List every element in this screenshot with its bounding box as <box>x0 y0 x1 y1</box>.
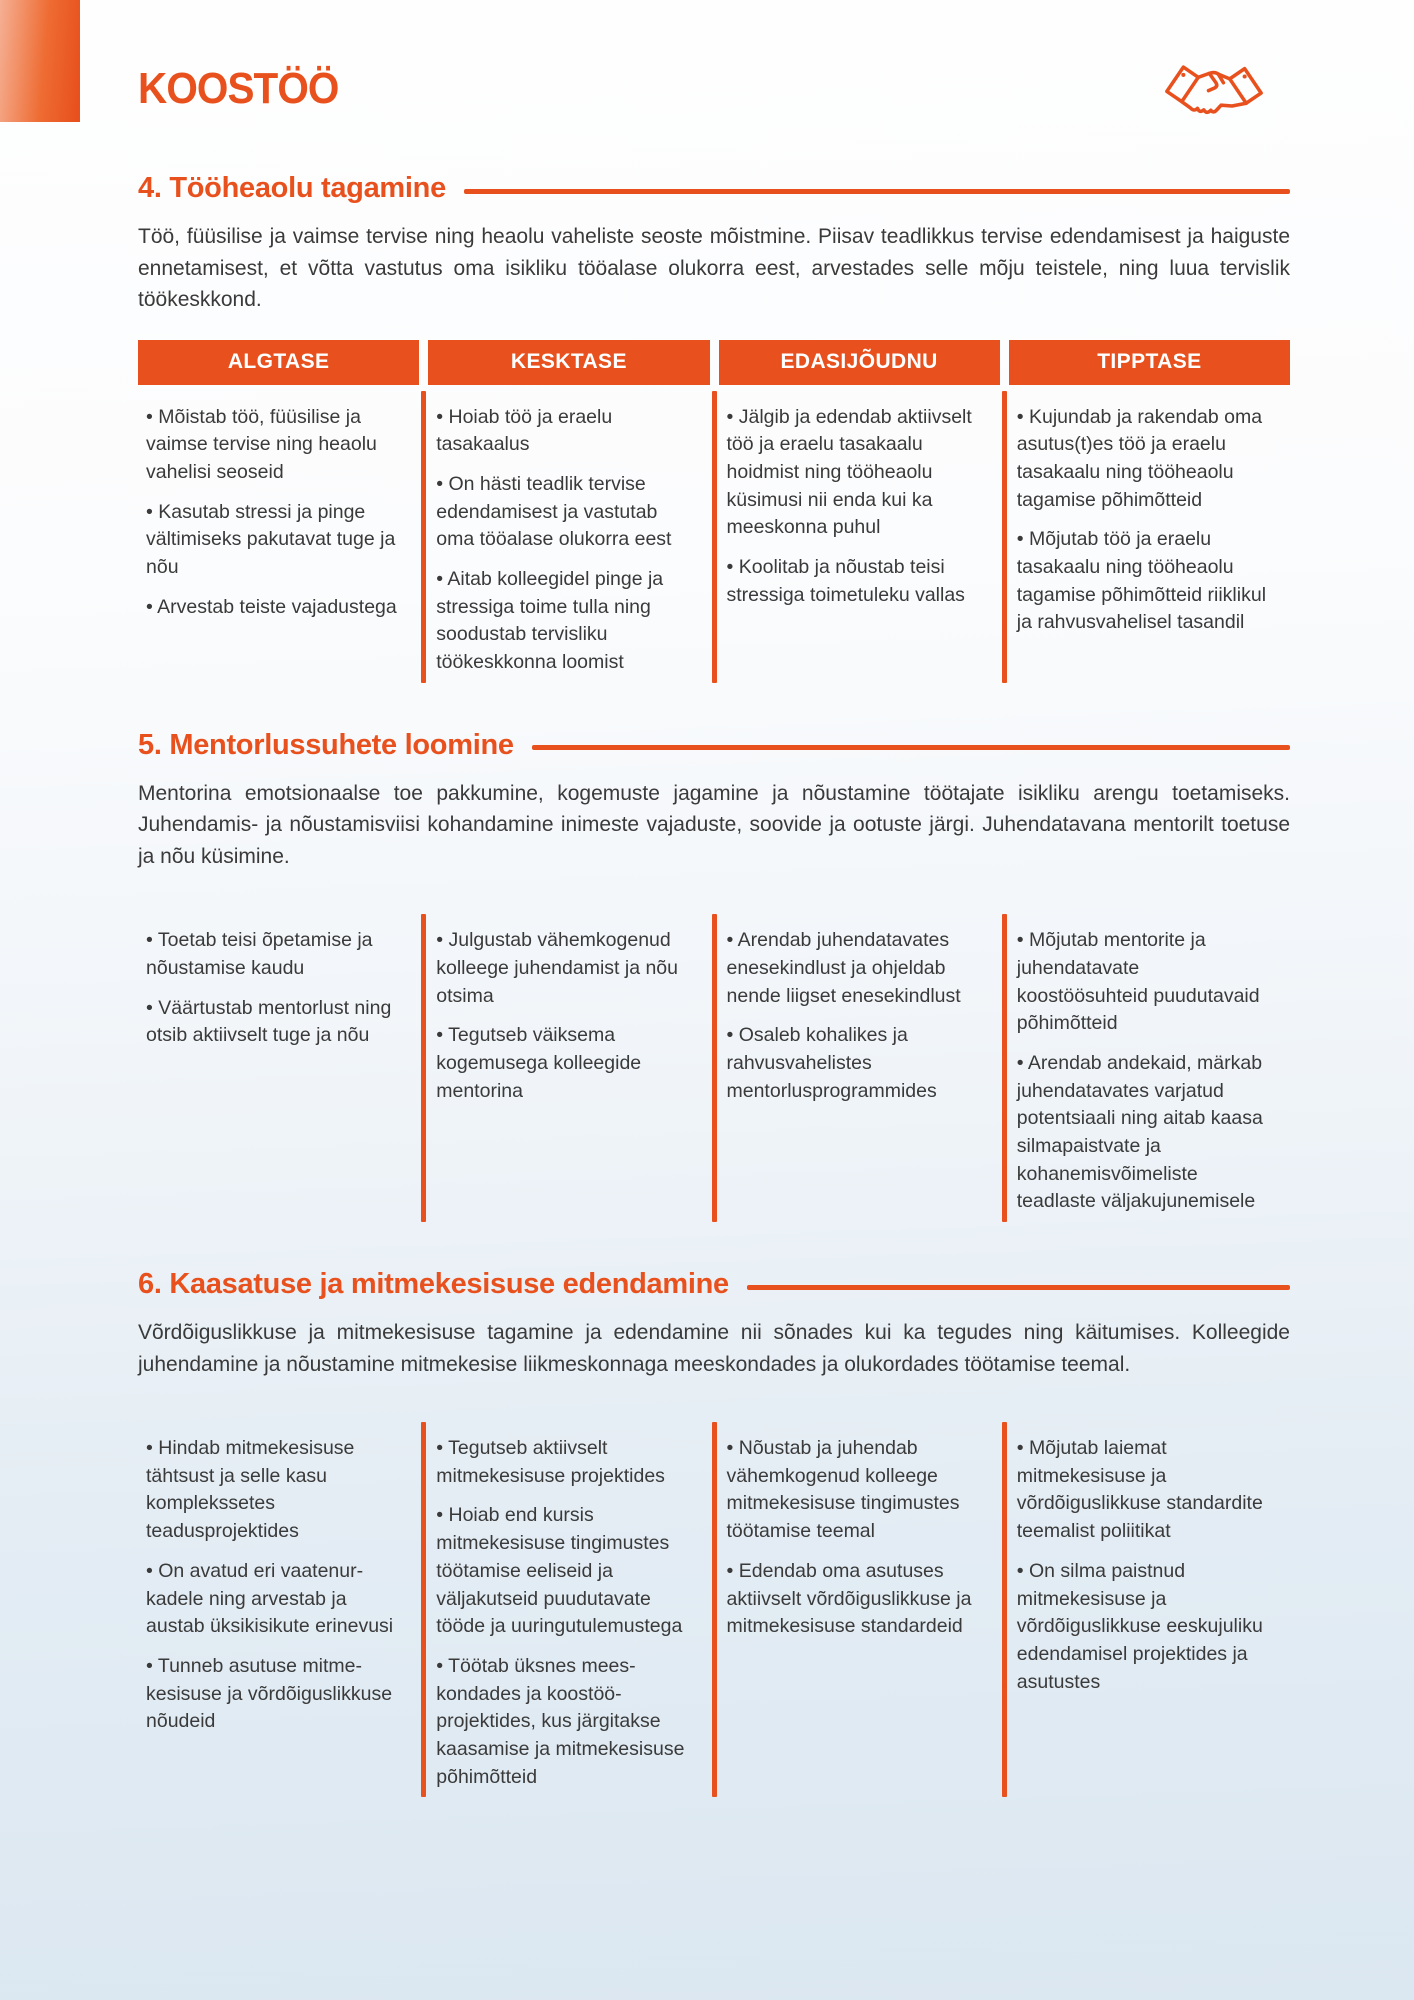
competency-item: • Töötab üksnes meeskondades ja koostööprojektides, kus järgitakse kaasamise ja mitmekesisuse põhimõtteid <box>436 1654 685 1788</box>
level-column <box>428 1422 709 1797</box>
competency-item: • Mõjutab mentorite ja juhendatavate koostöösuhteid puudutavaid põhimõtteid <box>1016 929 1260 1035</box>
competency-item: • Väärtustab mentorlust ning otsib aktiivselt tuge ja nõu <box>146 996 392 1047</box>
section <box>138 172 1290 683</box>
column-separator <box>421 1422 426 1797</box>
section-title-rule <box>532 745 1290 750</box>
competency-item: • Kujundab ja rakendab oma asutus(t)es töö ja eraelu tasakaalu ning tööheaolu tagamise põhimõtteid <box>1016 405 1263 511</box>
competency-item: • Tegutseb aktiivselt mitmekesisuse projektides <box>436 1437 665 1487</box>
level-column <box>138 1422 419 1797</box>
competency-item: • Toetab teisi õpetamise ja nõustamise kaudu <box>146 929 373 979</box>
column-separator <box>1002 1422 1007 1797</box>
level-header-cell: EDASIJÕUDNU <box>719 340 1000 385</box>
level-column <box>1009 1422 1290 1797</box>
section-title: 5. Mentorlussuhete loomine <box>138 728 514 761</box>
competency-item: • Tunneb asutuse mitmekesisuse ja võrdõiguslikkuse nõudeid <box>146 1654 393 1733</box>
competency-item: • Aitab kolleegidel pinge ja stressiga toime tulla ning soodustab tervisliku töökeskkonna loomist <box>436 567 664 673</box>
competency-item: • Nõustab ja juhendab vähemkogenud kolleege mitmekesisuse tingimustes töötamise teemal <box>726 1437 960 1543</box>
competency-item: • Julgustab vähemkogenud kolleege juhendamist ja nõu otsima <box>436 929 679 1007</box>
section <box>138 729 1290 1222</box>
level-header-cell: TIPPTASE <box>1009 340 1290 385</box>
level-column <box>719 391 1000 683</box>
page-title: KOOSTÖÖ <box>138 64 339 113</box>
level-column <box>1009 391 1290 683</box>
section-intro: Töö, füüsilise ja vaimse tervise ning heaolu vaheliste seoste mõistmine. Piisav teadlikkus tervise edendamisest ja haiguste ennetamisest, et võtta vastutus oma isikliku tööalase olukorra eest, arvestades selle mõju teistele, ning luua tervislik töökeskkond. <box>138 225 1290 311</box>
column-separator <box>712 1422 717 1797</box>
competency-item: • Koolitab ja nõustab teisi stressiga toimetuleku vallas <box>726 555 965 606</box>
level-columns <box>138 1422 1290 1797</box>
competency-item: • Mõistab töö, füüsilise ja vaimse tervise ning heaolu vahelisi seoseid <box>146 405 377 483</box>
competency-item: • Kasutab stressi ja pinge vältimiseks pakutavat tuge ja nõu <box>146 500 396 578</box>
level-header-row <box>138 340 1290 385</box>
level-header-cell: KESKTASE <box>428 340 709 385</box>
level-columns <box>138 391 1290 683</box>
section-head <box>138 172 1290 205</box>
competency-item: • On avatud eri vaatenurkadele ning arvestab ja austab üksikisikute erinevusi <box>146 1559 394 1638</box>
page-header <box>138 58 1290 126</box>
column-separator <box>712 914 717 1222</box>
competency-item: • Hindab mitmekesisuse tähtsust ja selle kasu komplekssetes teadusprojektides <box>146 1437 355 1543</box>
section-title: 6. Kaasatuse ja mitmekesisuse edendamine <box>138 1268 729 1301</box>
level-column <box>138 914 419 1222</box>
column-separator <box>1002 914 1007 1222</box>
competency-item: • Mõjutab laiemat mitmekesisuse ja võrdõiguslikkuse standardite teemalist poliitikat <box>1016 1437 1263 1543</box>
competency-item: • On hästi teadlik tervise edendamisest ja vastutab oma tööalase olukorra eest <box>436 472 672 551</box>
competency-item: • Hoiab töö ja eraelu tasakaalus <box>436 405 613 456</box>
section-title-rule <box>464 189 1290 194</box>
level-column <box>428 391 709 683</box>
competency-item: • Tegutseb väiksema kogemusega kolleegide mentorina <box>436 1024 642 1102</box>
column-separator <box>712 391 717 683</box>
section-intro: Võrdõiguslikkuse ja mitmekesisuse tagamine ja edendamine nii sõnades kui ka tegudes ning käitumises. Kolleegide juhendamine ja nõustamine mitmekesise liikmeskonnaga meeskondades ja olukordades töötamise teemal. <box>138 1321 1290 1376</box>
competency-item: • Jälgib ja edendab aktiivselt töö ja eraelu tasakaalu hoidmist ning tööheaolu küsimusi nii enda kui ka meeskonna puhul <box>726 405 972 539</box>
section-head <box>138 729 1290 762</box>
level-column <box>1009 914 1290 1222</box>
level-column <box>719 914 1000 1222</box>
handshake-icon <box>1162 60 1266 126</box>
competency-item: • Arendab andekaid, märkab juhendatavates varjatud potentsiaali ning aitab kaasa silmapaistvate ja kohanemisvõimeliste teadlaste väljakujunemisele <box>1016 1051 1263 1213</box>
sections-container <box>138 172 1290 1797</box>
section-title-rule <box>747 1285 1290 1290</box>
column-separator <box>1002 391 1007 683</box>
competency-item: • Arvestab teiste vajadustega <box>146 595 397 618</box>
competency-item: • Osaleb kohalikes ja rahvusvahelistes mentorlusprogrammides <box>726 1024 937 1102</box>
section <box>138 1268 1290 1797</box>
section-intro: Mentorina emotsionaalse toe pakkumine, kogemuste jagamine ja nõustamine töötajate isikliku arengu toetamiseks. Juhendamis- ja nõustamisviisi kohandamine inimeste vajaduste, soovide ja ootuste järgi. Juhendatavana mentorilt toetuse ja nõu küsimine. <box>138 781 1290 868</box>
section-head <box>138 1268 1290 1301</box>
level-columns <box>138 914 1290 1222</box>
competency-item: • On silma paistnud mitmekesisuse ja võrdõiguslikkuse eeskujuliku edendamisel projektides ja asutustes <box>1016 1559 1263 1693</box>
competency-item: • Arendab juhendatavates enesekindlust ja ohjeldab nende liigset enesekindlust <box>726 929 961 1007</box>
level-column <box>719 1422 1000 1797</box>
level-column <box>138 391 419 683</box>
competency-item: • Mõjutab töö ja eraelu tasakaalu ning tööheaolu tagamise põhimõtteid riiklikul ja rahvusvahelisel tasandil <box>1016 528 1267 634</box>
column-separator <box>421 914 426 1222</box>
competency-item: • Hoiab end kursis mitmekesisuse tingimustes töötamise eeliseid ja väljakutseid puudutavate tööde ja uuringutulemustega <box>436 1504 683 1638</box>
level-header-cell: ALGTASE <box>138 340 419 385</box>
level-column <box>428 914 709 1222</box>
section-title: 4. Tööheaolu tagamine <box>138 172 446 204</box>
competency-item: • Edendab oma asutuses aktiivselt võrdõiguslikkuse ja mitmekesisuse standardeid <box>726 1559 972 1638</box>
column-separator <box>421 391 426 683</box>
